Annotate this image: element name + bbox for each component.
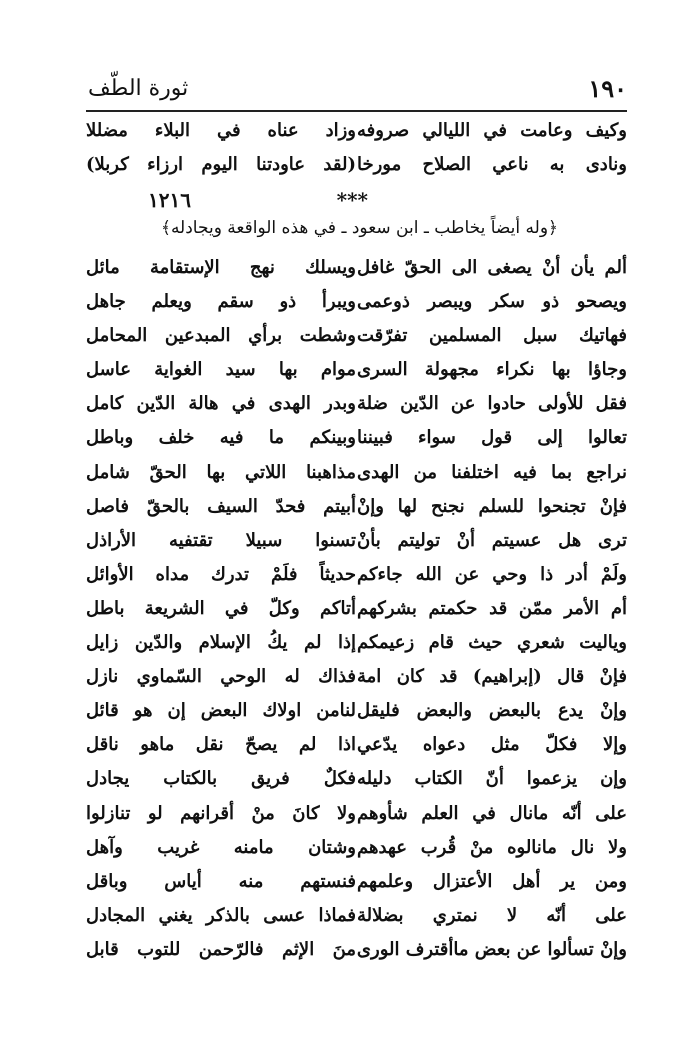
verse-first-hemistich: وإنْ يدع بالبعض والبعض فليقل xyxy=(357,700,627,722)
verse-first-hemistich: أم الأمر ممّن قد حكمتم بشركهم xyxy=(357,597,627,619)
verse-second-hemistich: أبيتم فحدّ السيف بالحقّ فاصل xyxy=(86,495,356,517)
verse-second-hemistich: ويبرأ ذو سقم ويعلم جاهل xyxy=(86,291,356,313)
verse-first-hemistich: ويصحو ذو سكر ويبصر ذوعمى xyxy=(357,291,627,313)
verse-first-hemistich: وإنْ تسألوا عن بعض ماأقترف الورى xyxy=(357,938,627,960)
header-rule xyxy=(86,110,627,112)
verse-second-hemistich: فنستهم منه أياس وباقل xyxy=(86,870,356,892)
verse-second-hemistich: فذاك له الوحي السّماوي نازل xyxy=(86,666,356,688)
section-markers xyxy=(148,186,368,214)
verse-second-hemistich: حديثاً فلَمْ تدرك مداه الأوائل xyxy=(86,563,356,585)
verse-first-hemistich: وجاؤا بها نكراء مجهولة السرى xyxy=(357,359,627,381)
verse-first-hemistich: وإن يزعموا أنّ الكتاب دليله xyxy=(357,768,627,790)
verse-second-hemistich: وبينكم ما فيه خلف وباطل xyxy=(86,427,356,449)
verse-second-hemistich: أتاكم وكلّ في الشريعة باطل xyxy=(86,597,356,619)
verse-second-hemistich: (لقد عاودتنا اليوم ارزاء كربلا) xyxy=(86,154,356,175)
page-number: ١٩٠ xyxy=(588,73,627,103)
verse-second-hemistich: ويسلك نهج الإستقامة مائل xyxy=(86,257,356,278)
verse-second-hemistich: فماذا عسى بالذكر يغني المجادل xyxy=(86,904,356,926)
page-header xyxy=(88,70,627,106)
verse-second-hemistich: وزاد عناه في البلاء مضللا xyxy=(86,120,356,141)
verse-first-hemistich: على أنّه لا نمتري بضلالة xyxy=(357,904,627,926)
verse-first-hemistich: فإنْ قال (إبراهيم) قد كان امة xyxy=(357,666,627,688)
running-title: ثورة الطّف xyxy=(88,75,189,101)
top-verses-second-hemistichs xyxy=(86,114,356,182)
verse-second-hemistich: إذا لم يكُ الإسلام والدّين زايل xyxy=(86,632,356,654)
verse-second-hemistich: مذاهبنا اللاتي بها الحقّ شامل xyxy=(86,461,356,483)
verse-first-hemistich: ولَمْ أدر ذا وحي عن الله جاءكم xyxy=(357,563,627,585)
verse-first-hemistich: نراجع بما فيه اختلفنا من الهدى xyxy=(357,461,627,483)
section-stars: *** xyxy=(336,188,368,212)
verse-first-hemistich: فهاتيك سبل المسلمين تفرّقت xyxy=(357,325,627,347)
verse-first-hemistich: وإلا فكلّ مثل دعواه يدّعي xyxy=(357,734,627,756)
verse-first-hemistich: وكيف وعامت في الليالي صروفه xyxy=(357,120,627,141)
poem-first-hemistichs xyxy=(357,251,627,967)
verse-second-hemistich: موام بها سيد الغواية عاسل xyxy=(86,359,356,381)
poem-second-hemistichs xyxy=(86,251,356,967)
verse-second-hemistich: فكلٌ فريق بالكتاب يجادل xyxy=(86,768,356,790)
verse-first-hemistich: تعالوا إلى قول سواء فبيننا xyxy=(357,427,627,449)
verse-first-hemistich: فقل للأولى حادوا عن الدّين ضلة xyxy=(357,393,627,415)
date-marker: ١٢١٦ xyxy=(148,188,191,212)
verse-first-hemistich: ومن ير أهل الأعتزال وعلمهم xyxy=(357,870,627,892)
verse-first-hemistich: ترى هل عسيتم أنْ توليتم بأنْ xyxy=(357,529,627,551)
verse-second-hemistich: لنامن اولاك البعض إن هو قائل xyxy=(86,700,356,722)
poem-introduction: ﴿وله أيضاً يخاطب ـ ابن سعود ـ في هذه الواقعة ويجادله﴾ xyxy=(160,218,558,238)
verse-second-hemistich: منَ الإثم فالرّحمن للتوب قابل xyxy=(86,938,356,960)
verse-second-hemistich: وبدر الهدى في هالة الدّين كامل xyxy=(86,393,356,415)
verse-second-hemistich: اذا لم يصحّ نقل ماهو ناقل xyxy=(86,734,356,756)
verse-first-hemistich: وياليت شعري حيث قام زعيمكم xyxy=(357,632,627,654)
verse-second-hemistich: وشطت برأي المبدعين المحامل xyxy=(86,325,356,347)
verse-second-hemistich: وشتان مامنه غريب وآهل xyxy=(86,836,356,858)
verse-first-hemistich: ونادى به ناعي الصلاح مورخا xyxy=(357,154,627,175)
verse-second-hemistich: تسنوا سبيلا تقتفيه الأراذل xyxy=(86,529,356,551)
verse-first-hemistich: فإنْ تجنحوا للسلم نجنح لها وإنْ xyxy=(357,495,627,517)
top-verses-first-hemistichs xyxy=(357,114,627,182)
verse-first-hemistich: ولا نال مانالوه منْ قُرب عهدهم xyxy=(357,836,627,858)
verse-first-hemistich: ألم يأن أنْ يصغى الى الحقّ غافل xyxy=(357,257,627,278)
verse-second-hemistich: ولا كانَ منْ أقرانهم لو تنازلوا xyxy=(86,802,356,824)
verse-first-hemistich: على أنّه مانال في العلم شأوهم xyxy=(357,802,627,824)
